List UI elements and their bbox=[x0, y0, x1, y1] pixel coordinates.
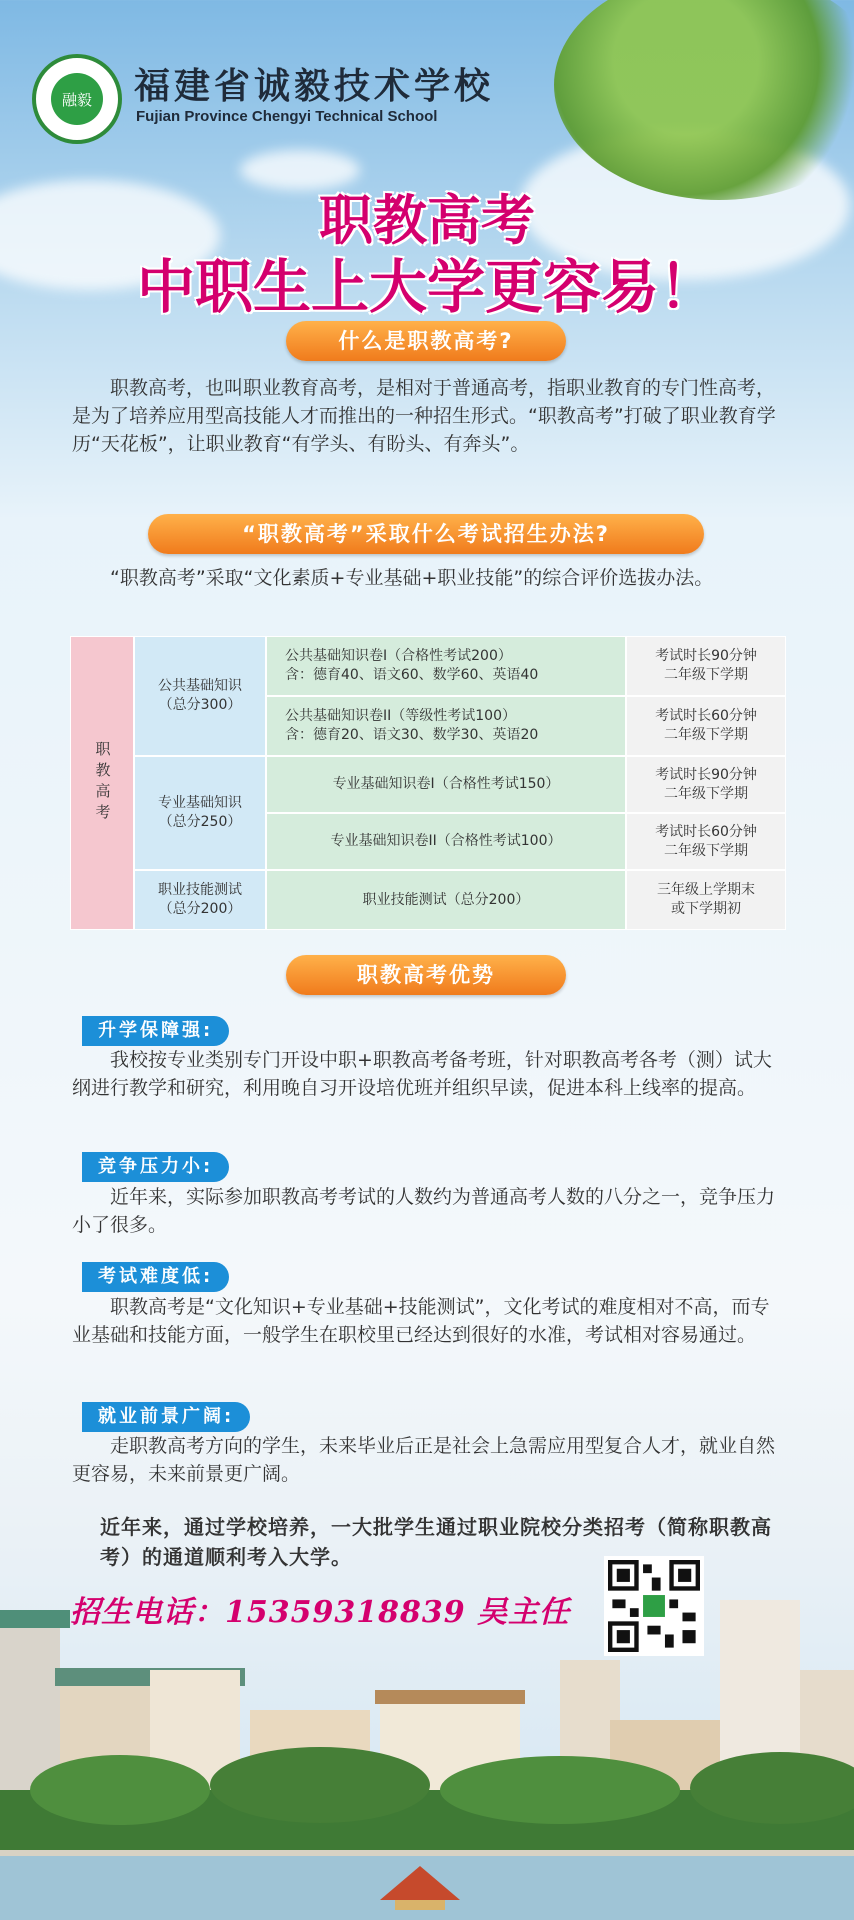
table-row-time bbox=[626, 696, 786, 756]
table-row-time bbox=[626, 870, 786, 930]
group-score: （总分300） bbox=[158, 697, 242, 713]
table-group-skill bbox=[134, 870, 266, 930]
section-method-title: “职教高考”采取什么考试招生办法? bbox=[148, 514, 704, 554]
advantage-tag: 竞争压力小: bbox=[82, 1152, 229, 1182]
advantage-text: 走职教高考方向的学生，未来毕业后正是社会上急需应用型复合人才，就业自然更容易，未来前景更广阔。 bbox=[72, 1435, 776, 1485]
exam-duration: 考试时长90分钟 bbox=[655, 648, 757, 664]
table-row bbox=[266, 696, 626, 756]
table-row bbox=[266, 813, 626, 870]
closing-statement: 近年来，通过学校培养，一大批学生通过职业院校分类招考（简称职教高考）的通道顺利考入大学。 bbox=[100, 1515, 772, 1569]
paper-name: 职业技能测试（总分200） bbox=[362, 891, 530, 908]
exam-term: 二年级下学期 bbox=[664, 667, 748, 683]
paper-detail: 含：德育40、语文60、数学60、英语40 bbox=[285, 667, 539, 683]
paper-name: 专业基础知识卷II（合格性考试100） bbox=[330, 833, 562, 849]
school-name-en: Fujian Province Chengyi Technical School bbox=[136, 108, 438, 125]
table-row bbox=[266, 636, 626, 696]
exam-duration: 考试时长60分钟 bbox=[655, 823, 757, 840]
exam-term: 二年级下学期 bbox=[664, 785, 748, 802]
exam-term: 二年级下学期 bbox=[664, 842, 748, 859]
group-name: 公共基础知识 bbox=[158, 678, 242, 694]
table-row bbox=[266, 870, 626, 930]
exam-term: 二年级下学期 bbox=[664, 727, 748, 743]
exam-duration: 考试时长60分钟 bbox=[655, 708, 757, 724]
group-name: 专业基础知识 bbox=[158, 795, 242, 811]
table-row-time bbox=[626, 756, 786, 813]
advantage-tag: 就业前景广阔: bbox=[82, 1402, 250, 1432]
school-logo bbox=[32, 54, 122, 144]
paper-detail: 含：德育20、语文30、数学30、英语20 bbox=[285, 727, 539, 743]
section-what-is-text: 职教高考，也叫职业教育高考，是相对于普通高考，指职业教育的专门性高考，是为了培养应用型高技能人才而推出的一种招生形式。“职教高考”打破了职业教育学历“天花板”，让职业教育“有学头、有盼头、有奔头”。 bbox=[72, 377, 776, 455]
group-score: （总分200） bbox=[158, 901, 242, 917]
advantage-text: 近年来，实际参加职教高考考试的人数约为普通高考人数的八分之一，竞争压力小了很多。 bbox=[72, 1186, 776, 1236]
advantage-tag: 升学保障强: bbox=[82, 1016, 229, 1046]
advantage-text: 我校按专业类别专门开设中职+职教高考备考班，针对职教高考各考（测）试大纲进行教学和研究，利用晚自习开设培优班并组织早读，促进本科上线率的提高。 bbox=[72, 1049, 772, 1099]
exam-term: 或下学期初 bbox=[671, 901, 741, 917]
section-advantages-title: 职教高考优势 bbox=[286, 955, 566, 995]
table-label: 职教高考 bbox=[70, 636, 134, 930]
section-what-is-title: 什么是职教高考? bbox=[286, 321, 566, 361]
exam-duration: 考试时长90分钟 bbox=[655, 766, 757, 783]
headline-line2: 中职生上大学更容易！ bbox=[136, 253, 717, 321]
group-score: （总分250） bbox=[158, 814, 242, 830]
headline-line1: 职教高考 bbox=[319, 189, 535, 252]
exam-table bbox=[70, 636, 786, 930]
section-method-text: “职教高考”采取“文化素质+专业基础+职业技能”的综合评价选拔办法。 bbox=[72, 567, 714, 589]
paper-name: 公共基础知识卷I（合格性考试200） bbox=[285, 648, 512, 664]
qr-code-icon bbox=[608, 1560, 700, 1652]
admission-phone: 招生电话：15359318839 吴主任 bbox=[70, 1595, 571, 1630]
table-row-time bbox=[626, 813, 786, 870]
paper-name: 专业基础知识卷I（合格性考试150） bbox=[332, 776, 560, 792]
group-name: 职业技能测试 bbox=[158, 882, 242, 898]
paper-name: 公共基础知识卷II（等级性考试100） bbox=[285, 708, 516, 724]
table-group-professional bbox=[134, 756, 266, 870]
table-row-time bbox=[626, 636, 786, 696]
campus-skyline-illustration bbox=[0, 1600, 854, 1920]
qr-code bbox=[604, 1556, 704, 1656]
advantage-tag: 考试难度低: bbox=[82, 1262, 229, 1292]
table-row bbox=[266, 756, 626, 813]
advantage-text: 职教高考是“文化知识+专业基础+技能测试”，文化考试的难度相对不高，而专业基础和技能方面，一般学生在职校里已经达到很好的水准，考试相对容易通过。 bbox=[72, 1296, 770, 1346]
table-group-public bbox=[134, 636, 266, 756]
logo-emblem: 融毅 bbox=[51, 73, 103, 125]
school-name-cn: 福建省诚毅技术学校 bbox=[134, 65, 495, 107]
exam-duration: 三年级上学期末 bbox=[657, 882, 755, 898]
